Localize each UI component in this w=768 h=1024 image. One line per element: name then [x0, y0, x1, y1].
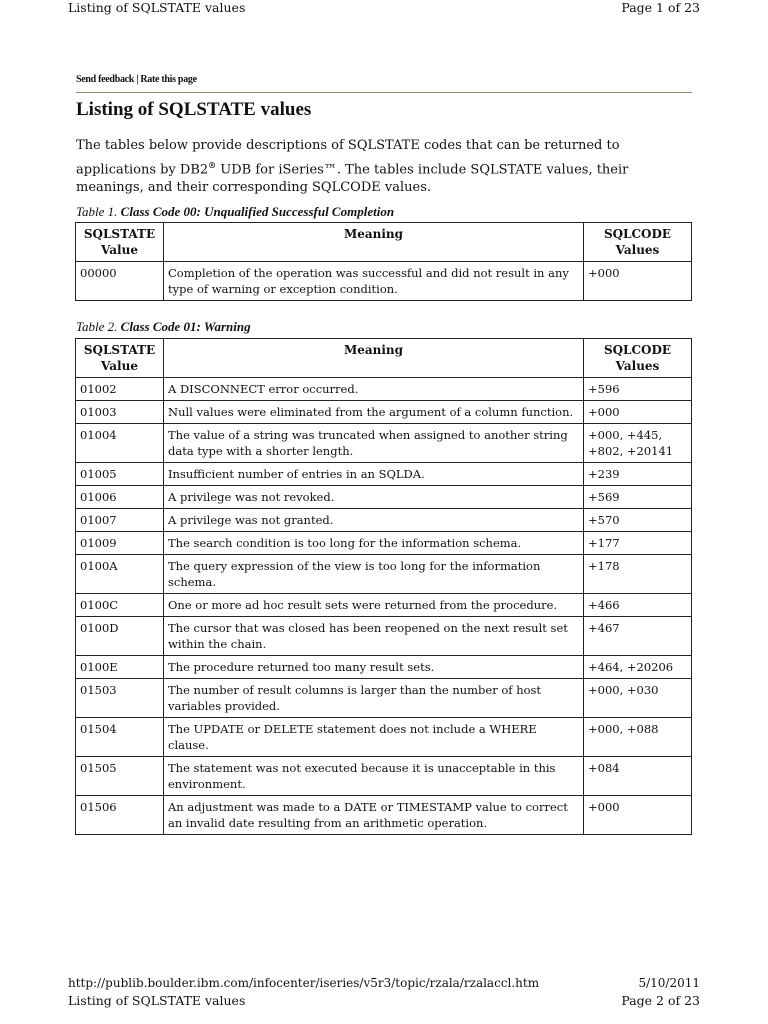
- sqlcode-cell: +467: [584, 617, 692, 656]
- send-feedback-link[interactable]: Send feedback: [76, 74, 135, 85]
- meaning-cell: An adjustment was made to a DATE or TIMESTAMP value to correct an invalid date resulting from an arithmetic operation.: [164, 796, 584, 835]
- sqlcode-cell: +084: [584, 757, 692, 796]
- sqlcode-cell: +569: [584, 486, 692, 509]
- table-header-row: [76, 223, 692, 262]
- meaning-cell: A DISCONNECT error occurred.: [164, 378, 584, 401]
- intro-part2: UDB for iSeries™. The tables include SQLSTATE values, their meanings, and their corresponding SQLCODE values.: [76, 161, 629, 196]
- sqlcode-cell: +570: [584, 509, 692, 532]
- sqlstate-cell: 01007: [76, 509, 164, 532]
- sqlstate-cell: 0100E: [76, 656, 164, 679]
- meaning-cell: The value of a string was truncated when assigned to another string data type with a shorter length.: [164, 424, 584, 463]
- table-row: [76, 463, 692, 486]
- sqlstate-cell: 01002: [76, 378, 164, 401]
- footer-url: http://publib.boulder.ibm.com/infocenter/iseries/v5r3/topic/rzala/rzalaccl.htm: [68, 976, 540, 990]
- table-header-row: [76, 339, 692, 378]
- feedback-links: [76, 74, 197, 85]
- col-header-meaning: Meaning: [164, 339, 584, 378]
- sqlstate-cell: 0100C: [76, 594, 164, 617]
- meaning-cell: The cursor that was closed has been reopened on the next result set within the chain.: [164, 617, 584, 656]
- col-header-sqlstate: SQLSTATE Value: [76, 339, 164, 378]
- sqlcode-cell: +177: [584, 532, 692, 555]
- footer-page-number: Page 2 of 23: [621, 993, 700, 1008]
- table-row: [76, 555, 692, 594]
- meaning-cell: A privilege was not revoked.: [164, 486, 584, 509]
- intro-part1: The tables below provide descriptions of SQLSTATE codes that can be returned to applications by DB2: [76, 138, 620, 177]
- col-header-sqlcode: SQLCODE Values: [584, 223, 692, 262]
- page-title: Listing of SQLSTATE values: [76, 99, 312, 120]
- sqlstate-cell: 00000: [76, 262, 164, 301]
- table-row: [76, 262, 692, 301]
- meaning-cell: A privilege was not granted.: [164, 509, 584, 532]
- meaning-cell: Null values were eliminated from the argument of a column function.: [164, 401, 584, 424]
- sqlcode-cell: +000, +030: [584, 679, 692, 718]
- sqlcode-cell: +464, +20206: [584, 656, 692, 679]
- header-divider: [76, 92, 692, 93]
- meaning-cell: Completion of the operation was successful and did not result in any type of warning or exception condition.: [164, 262, 584, 301]
- table-row: [76, 424, 692, 463]
- footer-title: Listing of SQLSTATE values: [68, 993, 246, 1008]
- sqlcode-cell: +596: [584, 378, 692, 401]
- table-row: [76, 757, 692, 796]
- table-class-01: [75, 338, 692, 835]
- meaning-cell: One or more ad hoc result sets were returned from the procedure.: [164, 594, 584, 617]
- sqlstate-cell: 01505: [76, 757, 164, 796]
- sqlstate-cell: 01504: [76, 718, 164, 757]
- header-page-number: Page 1 of 23: [621, 0, 700, 15]
- sqlstate-cell: 0100D: [76, 617, 164, 656]
- col-header-sqlstate: SQLSTATE Value: [76, 223, 164, 262]
- meaning-cell: The procedure returned too many result sets.: [164, 656, 584, 679]
- table-row: [76, 509, 692, 532]
- table-row: [76, 796, 692, 835]
- sqlstate-cell: 01003: [76, 401, 164, 424]
- meaning-cell: The statement was not executed because it is unacceptable in this environment.: [164, 757, 584, 796]
- sqlcode-cell: +466: [584, 594, 692, 617]
- table1-caption-title: Class Code 00: Unqualified Successful Completion: [120, 204, 395, 219]
- table2-caption: [76, 319, 251, 335]
- table1-caption-prefix: Table 1.: [76, 204, 121, 219]
- sqlstate-cell: 01506: [76, 796, 164, 835]
- table2-caption-title: Class Code 01: Warning: [120, 319, 251, 334]
- table-row: [76, 617, 692, 656]
- meaning-cell: The number of result columns is larger than the number of host variables provided.: [164, 679, 584, 718]
- sqlcode-cell: +000: [584, 262, 692, 301]
- registered-mark: ®: [208, 159, 217, 170]
- table-row: [76, 718, 692, 757]
- table-row: [76, 378, 692, 401]
- sqlcode-cell: +000, +445, +802, +20141: [584, 424, 692, 463]
- footer-date: 5/10/2011: [638, 976, 700, 990]
- col-header-sqlcode: SQLCODE Values: [584, 339, 692, 378]
- sqlstate-cell: 01004: [76, 424, 164, 463]
- sqlstate-cell: 0100A: [76, 555, 164, 594]
- table1-caption: [76, 204, 394, 220]
- meaning-cell: The UPDATE or DELETE statement does not include a WHERE clause.: [164, 718, 584, 757]
- meaning-cell: Insufficient number of entries in an SQLDA.: [164, 463, 584, 486]
- page-header: [68, 0, 700, 20]
- header-title: Listing of SQLSTATE values: [68, 0, 246, 15]
- sqlcode-cell: +000, +088: [584, 718, 692, 757]
- table-row: [76, 679, 692, 718]
- table-row: [76, 401, 692, 424]
- sqlcode-cell: +239: [584, 463, 692, 486]
- col-header-meaning: Meaning: [164, 223, 584, 262]
- table2-caption-prefix: Table 2.: [76, 319, 121, 334]
- sqlstate-cell: 01005: [76, 463, 164, 486]
- link-separator: |: [134, 74, 141, 85]
- table-row: [76, 594, 692, 617]
- meaning-cell: The query expression of the view is too long for the information schema.: [164, 555, 584, 594]
- sqlcode-cell: +178: [584, 555, 692, 594]
- sqlstate-cell: 01006: [76, 486, 164, 509]
- intro-paragraph: [76, 137, 696, 198]
- table-class-00: [75, 222, 692, 301]
- sqlcode-cell: +000: [584, 401, 692, 424]
- table-row: [76, 532, 692, 555]
- table-row: [76, 486, 692, 509]
- sqlstate-cell: 01009: [76, 532, 164, 555]
- sqlstate-cell: 01503: [76, 679, 164, 718]
- rate-page-link[interactable]: Rate this page: [140, 74, 197, 85]
- meaning-cell: The search condition is too long for the information schema.: [164, 532, 584, 555]
- table-row: [76, 656, 692, 679]
- page-footer: [68, 976, 700, 1024]
- sqlcode-cell: +000: [584, 796, 692, 835]
